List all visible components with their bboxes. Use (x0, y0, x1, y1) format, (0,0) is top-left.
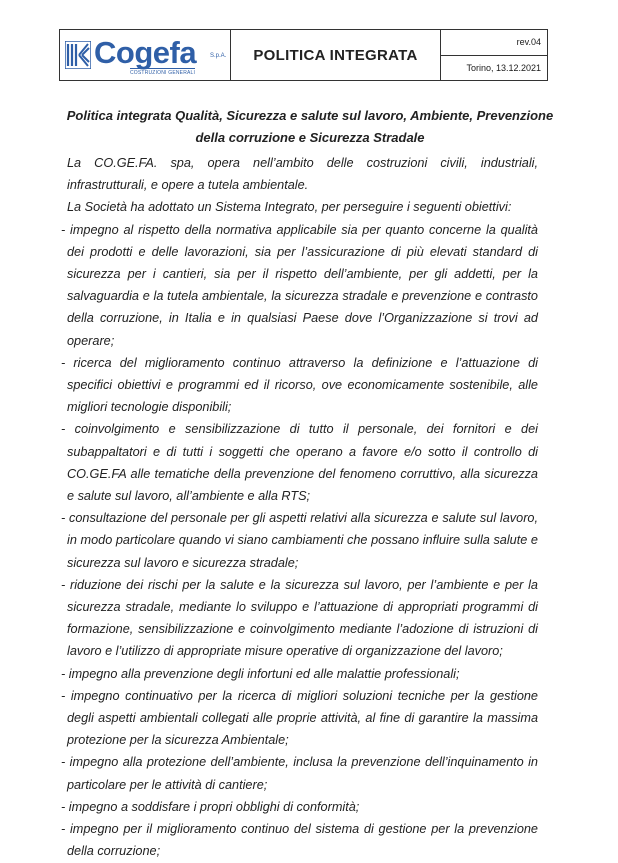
objective-item: - coinvolgimento e sensibilizzazione di tutto il personale, dei fornitori e dei subappaltatori e di tutti i soggetti che operano a favore e/o sotto il controllo di CO.GE.FA alle tematiche della prevenzione del fenomeno corruttivo, alla sicurezza e salute sul lavoro, all’ambiente e alla RTS; (61, 422, 538, 504)
title-cell (231, 30, 441, 80)
logo-subtitle: COSTRUZIONI GENERALI (130, 70, 196, 76)
objective-item: - riduzione dei rischi per la salute e la sicurezza sul lavoro, per l’ambiente e per la sicurezza stradale, mediante lo sviluppo e l’attuazione di appropriati programmi di formazione, sensibilizzazione e coinvolgimento mediante l’adozione di istruzioni di lavoro e l’utilizzo di appropriate misure operative di organizzazione del lavoro; (61, 577, 538, 659)
policy-heading: Politica integrata Qualità, Sicurezza e salute sul lavoro, Ambiente, Prevenzione della corruzione e Sicurezza Stradale (66, 108, 554, 145)
intro-paragraph: La CO.GE.FA. spa, opera nell’ambito delle costruzioni civili, industriali, infrastrutturali, e opere a tutela ambientale. (67, 156, 538, 193)
objective-item: - impegno alla protezione dell’ambiente, inclusa la prevenzione dell’inquinamento in particolare per le attività di cantiere; (61, 755, 538, 792)
objective-item: - impegno per il miglioramento continuo del sistema di gestione per la prevenzione della corruzione; (61, 822, 538, 859)
logo-spa: S.p.A. (210, 53, 227, 59)
place-date: Torino, 13.12.2021 (441, 55, 547, 81)
objective-item: - impegno al rispetto della normativa applicabile sia per quanto concerne la qualità dei prodotti e delle lavorazioni, sia per l’assicurazione di più elevati standard di sicurezza per i cantieri, sia per il rispetto dell’ambiente, per gli addetti, per la salvaguardia e la tutela ambientale, la sicurezza stradale e prevenzione e contrasto della corruzione, in Italia e in qualsiasi Paese dove l’Organizzazione si trovi ad operare; (61, 222, 538, 348)
intro-paragraph: La Società ha adottato un Sistema Integrato, per perseguire i seguenti obiettivi: (67, 200, 512, 215)
objective-item: - impegno alla prevenzione degli infortuni ed alle malattie professionali; (61, 666, 460, 681)
objective-item: - impegno continuativo per la ricerca di migliori soluzioni tecniche per la gestione degli aspetti ambientali collegati alle proprie attività, al fine di garantire la massima protezione per la sicurezza Ambientale; (61, 688, 538, 748)
objective-item: - ricerca del miglioramento continuo attraverso la definizione e l’attuazione di specifici obiettivi e programmi ed il ricorso, ove economicamente sostenibile, alle migliori tecnologie disponibili; (61, 355, 538, 415)
objective-item: - consultazione del personale per gli aspetti relativi alla sicurezza e salute sul lavoro, in modo particolare quando vi siano cambiamenti che possano influire sulla salute e sicurezza sul lavoro e sicurezza stradale; (61, 511, 538, 570)
objective-item: - impegno a soddisfare i propri obblighi di conformità; (61, 799, 360, 814)
company-logo (60, 30, 231, 80)
document-header (59, 29, 548, 81)
revision-label: rev.04 (516, 37, 541, 48)
logo-icon (65, 41, 91, 69)
meta-cell (441, 30, 547, 80)
policy-body (61, 152, 538, 863)
document-title: POLITICA INTEGRATA (253, 46, 418, 64)
logo-wordmark: Cogefa (94, 35, 197, 70)
